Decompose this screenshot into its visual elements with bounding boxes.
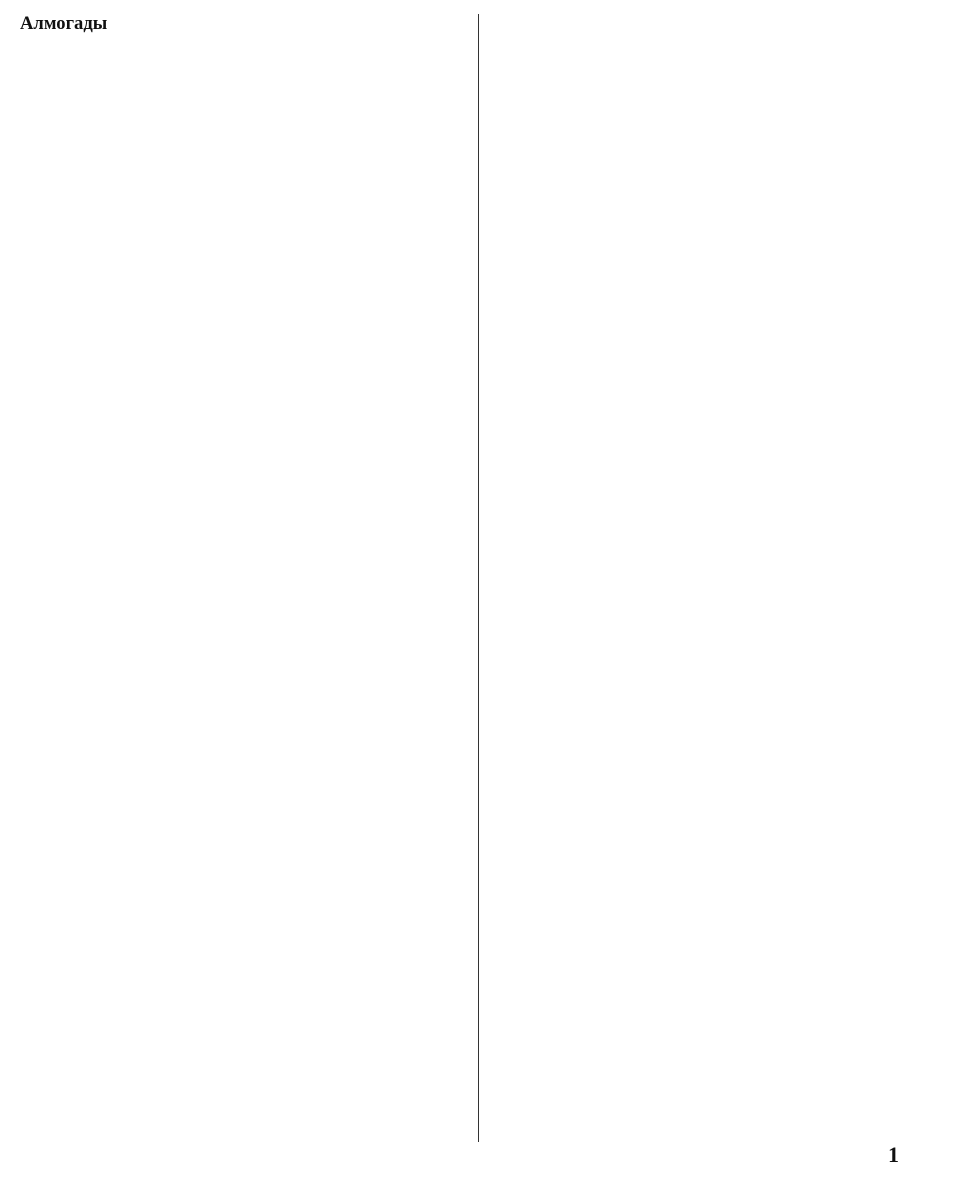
page-number: 1 — [888, 1142, 899, 1167]
article-headword: Алмогады — [20, 14, 108, 34]
right-column — [488, 14, 940, 1144]
left-column-paragraph — [20, 14, 471, 34]
column-divider — [478, 14, 479, 1142]
left-column — [20, 14, 471, 1144]
